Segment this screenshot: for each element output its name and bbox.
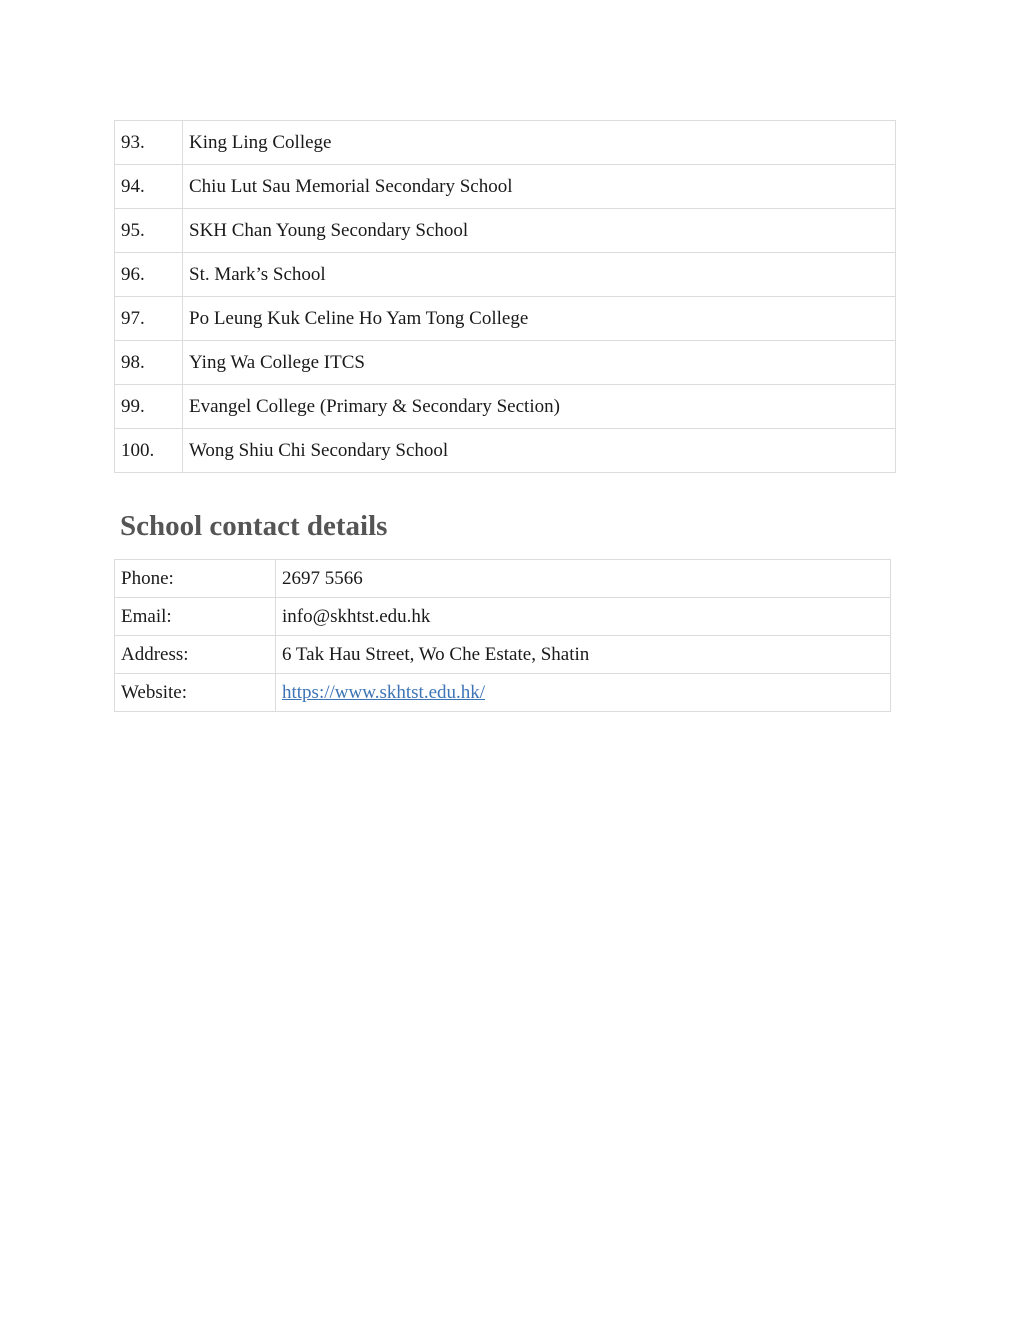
table-row [115,429,896,473]
email-value: info@skhtst.edu.hk [276,598,891,636]
school-number: 98. [115,341,183,385]
address-label: Address: [115,636,276,674]
table-row [115,297,896,341]
table-row [115,385,896,429]
school-list-table [114,120,896,473]
school-number: 93. [115,121,183,165]
website-label: Website: [115,674,276,712]
school-number: 95. [115,209,183,253]
contact-row-website [115,674,891,712]
school-number: 94. [115,165,183,209]
contact-details-table [114,559,891,712]
school-name: King Ling College [183,121,896,165]
school-name: Ying Wa College ITCS [183,341,896,385]
contact-details-heading: School contact details [120,510,388,542]
table-row [115,209,896,253]
contact-row-address [115,636,891,674]
website-link[interactable]: https://www.skhtst.edu.hk/ [282,681,486,703]
table-row [115,253,896,297]
school-number: 97. [115,297,183,341]
school-name: SKH Chan Young Secondary School [183,209,896,253]
contact-row-email [115,598,891,636]
website-cell [276,674,891,712]
school-name: Po Leung Kuk Celine Ho Yam Tong College [183,297,896,341]
phone-label: Phone: [115,560,276,598]
school-name: St. Mark’s School [183,253,896,297]
address-value: 6 Tak Hau Street, Wo Che Estate, Shatin [276,636,891,674]
school-number: 100. [115,429,183,473]
school-name: Wong Shiu Chi Secondary School [183,429,896,473]
table-row [115,165,896,209]
school-number: 96. [115,253,183,297]
email-label: Email: [115,598,276,636]
table-row [115,121,896,165]
school-name: Chiu Lut Sau Memorial Secondary School [183,165,896,209]
school-name: Evangel College (Primary & Secondary Section) [183,385,896,429]
table-row [115,341,896,385]
contact-row-phone [115,560,891,598]
school-number: 99. [115,385,183,429]
phone-value: 2697 5566 [276,560,891,598]
